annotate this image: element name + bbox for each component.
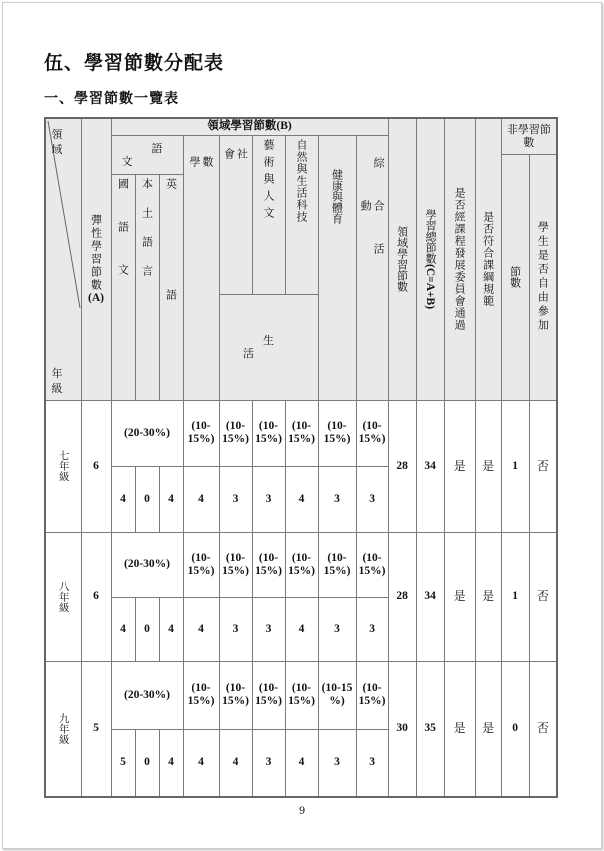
page-title: 伍、學習節數分配表 — [44, 52, 225, 74]
table-row — [45, 532, 557, 597]
sessions-value-cell: 4 — [285, 597, 318, 661]
sessions-value-cell: 4 — [183, 597, 219, 661]
flex-sessions-header — [81, 118, 111, 400]
corner-header — [45, 118, 81, 400]
grade-cell — [45, 400, 81, 532]
guideline-label: 是否符合課綱規範 — [481, 211, 495, 308]
percent-cell: (10-15%) — [285, 400, 318, 466]
health-header — [318, 135, 356, 400]
math-header — [183, 135, 219, 400]
sessions-value-cell: 3 — [318, 597, 356, 661]
guideline-header — [475, 118, 501, 400]
language-percent-cell: (20-30%) — [111, 400, 183, 466]
voluntary-label: 學生是否自由參加 — [536, 221, 550, 333]
voluntary-cell: 否 — [529, 661, 557, 797]
sessions-value-cell: 3 — [252, 597, 285, 661]
arts-header — [252, 135, 285, 295]
sessions-label: 節數 — [508, 266, 522, 288]
science-header — [285, 135, 318, 295]
domain-total-header — [388, 118, 416, 400]
sessions-value-cell: 4 — [183, 466, 219, 532]
sessions-value-cell: 4 — [285, 729, 318, 797]
health-label: 健康與體育 — [330, 168, 344, 224]
percent-cell: (10-15%) — [252, 661, 285, 729]
non-learning-sessions-cell: 0 — [501, 661, 529, 797]
language-header — [111, 135, 203, 174]
sessions-value-cell: 3 — [252, 729, 285, 797]
percent-cell: (10-15%) — [183, 532, 219, 597]
committee-cell: 是 — [444, 400, 475, 532]
sessions-value-cell: 4 — [111, 466, 135, 532]
committee-cell: 是 — [444, 532, 475, 661]
sessions-value-cell: 3 — [219, 597, 252, 661]
percent-cell: (10-15 %) — [318, 661, 356, 729]
science-label: 自然與生活科技 — [295, 138, 308, 223]
grade-cell — [45, 532, 81, 661]
flex-sessions-cell: 5 — [81, 661, 111, 797]
percent-cell: (10-15%) — [183, 661, 219, 729]
social-header — [219, 135, 252, 295]
sessions-value-cell: 4 — [219, 729, 252, 797]
learning-sessions-table — [44, 117, 558, 798]
life-header — [219, 295, 318, 400]
life-label: 生活 — [243, 334, 314, 361]
percent-cell: (10-15%) — [183, 400, 219, 466]
sessions-value-cell: 3 — [318, 729, 356, 797]
arts-label: 藝術與人文 — [262, 138, 275, 224]
grade-cell-text: 九年級 — [57, 713, 70, 745]
flex-sessions-cell: 6 — [81, 400, 111, 532]
grade-cell-text: 八年級 — [57, 580, 70, 613]
section-title: 一、學習節數一覽表 — [44, 91, 179, 107]
sessions-value-cell: 4 — [159, 597, 183, 661]
sessions-value-cell: 5 — [111, 729, 135, 797]
percent-cell: (10-15%) — [285, 532, 318, 597]
sessions-value-cell: 0 — [135, 597, 159, 661]
voluntary-cell: 否 — [529, 532, 557, 661]
integrative-header — [356, 135, 388, 400]
voluntary-header — [529, 154, 557, 400]
sessions-value-cell: 4 — [183, 729, 219, 797]
percent-cell: (10-15%) — [356, 532, 388, 597]
percent-cell: (10-15%) — [318, 532, 356, 597]
sessions-value-cell: 4 — [159, 729, 183, 797]
non-learning-header: 非學習節數 — [501, 118, 557, 154]
total-formula-label: (C=A+B) — [424, 264, 437, 310]
domain-sessions-header: 領域學習節數(B) — [111, 118, 388, 135]
non-learning-sessions-cell: 1 — [501, 400, 529, 532]
sessions-value-cell: 3 — [252, 466, 285, 532]
domain-total-cell: 28 — [388, 400, 416, 532]
sessions-value-cell: 4 — [285, 466, 318, 532]
grade-cell — [45, 661, 81, 797]
page-number: 9 — [298, 806, 306, 817]
total-sessions-header — [416, 118, 444, 400]
domain-total-cell: 30 — [388, 661, 416, 797]
sessions-value-cell: 0 — [135, 729, 159, 797]
english-header — [159, 174, 183, 400]
mandarin-header — [111, 174, 135, 400]
local-language-header — [135, 174, 159, 400]
total-label: 學習總節數 — [424, 209, 438, 265]
sessions-value-cell: 4 — [111, 597, 135, 661]
sessions-value-cell: 3 — [356, 729, 388, 797]
guideline-cell: 是 — [475, 661, 501, 797]
percent-cell: (10-15%) — [252, 532, 285, 597]
percent-cell: (10-15%) — [356, 400, 388, 466]
percent-cell: (10-15%) — [219, 532, 252, 597]
percent-cell: (10-15%) — [318, 400, 356, 466]
guideline-cell: 是 — [475, 532, 501, 661]
social-label: 社會 — [222, 148, 249, 229]
grade-cell-text: 七年級 — [57, 450, 70, 482]
percent-cell: (10-15%) — [219, 400, 252, 466]
domain-total-cell: 28 — [388, 532, 416, 661]
language-percent-cell: (20-30%) — [111, 532, 183, 597]
integrative-label: 綜合活動 — [359, 156, 386, 286]
language-label: 語文 — [121, 141, 203, 168]
percent-cell: (10-15%) — [356, 661, 388, 729]
table-row — [45, 400, 557, 466]
total-sessions-cell: 35 — [416, 661, 444, 797]
sessions-value-cell: 3 — [219, 466, 252, 532]
flex-label: 彈性學習節數 — [89, 213, 103, 292]
voluntary-cell: 否 — [529, 400, 557, 532]
corner-top-label: 領域 — [51, 128, 63, 156]
percent-cell: (10-15%) — [219, 661, 252, 729]
language-percent-cell: (20-30%) — [111, 661, 183, 729]
sessions-value-cell: 4 — [159, 466, 183, 532]
percent-cell: (10-15%) — [285, 661, 318, 729]
corner-bottom-label: 年級 — [51, 366, 63, 395]
committee-header — [444, 118, 475, 400]
flex-a-label: (A) — [88, 291, 104, 304]
committee-label: 是否經課程發展委員會通過 — [453, 187, 467, 332]
english-label: 英語 — [164, 177, 178, 400]
guideline-cell: 是 — [475, 400, 501, 532]
local-language-label: 本土語言 — [140, 177, 154, 294]
total-sessions-cell: 34 — [416, 532, 444, 661]
total-sessions-cell: 34 — [416, 400, 444, 532]
flex-sessions-cell: 6 — [81, 532, 111, 661]
percent-cell: (10-15%) — [252, 400, 285, 466]
table-row — [45, 661, 557, 729]
sessions-header — [501, 154, 529, 400]
domain-total-label: 領域學習節數 — [395, 226, 409, 293]
sessions-value-cell: 3 — [318, 466, 356, 532]
mandarin-label: 國語文 — [116, 177, 130, 307]
sessions-value-cell: 3 — [356, 466, 388, 532]
sessions-value-cell: 0 — [135, 466, 159, 532]
committee-cell: 是 — [444, 661, 475, 797]
sessions-value-cell: 3 — [356, 597, 388, 661]
non-learning-sessions-cell: 1 — [501, 532, 529, 661]
math-label: 數學 — [188, 155, 214, 287]
